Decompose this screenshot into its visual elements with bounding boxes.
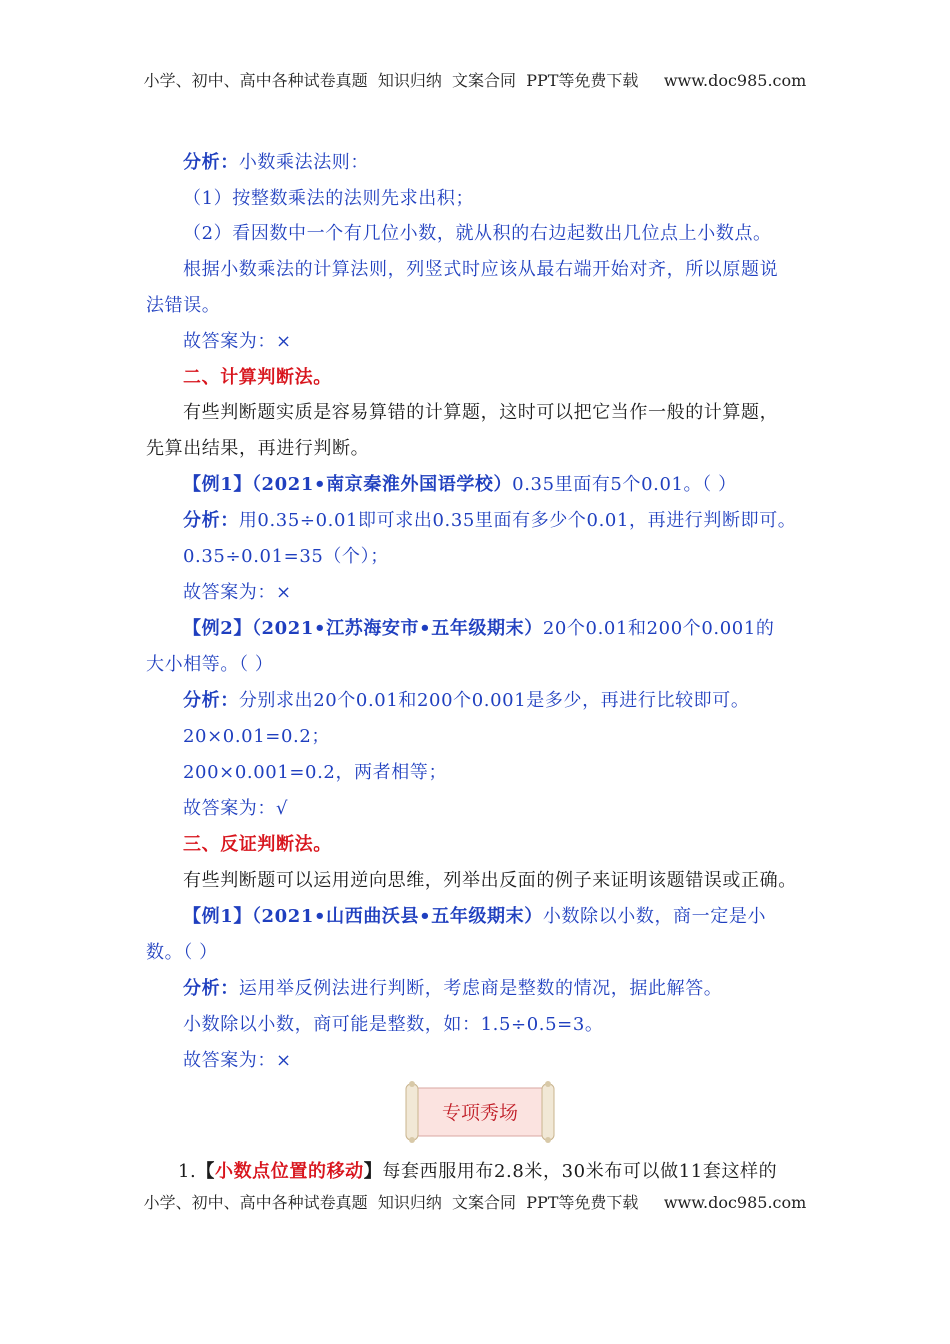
calculation-line: 小数除以小数，商可能是整数，如：1.5÷0.5=3。 [183,1014,604,1035]
page-header: 小学、初中、高中各种试卷真题 知识归纳 文案合同 PPT等免费下载 www.doc985.com [143,71,807,90]
rule-2: （2）看因数中一个有几位小数，就从积的右边起数出几位点上小数点。 [183,223,772,244]
example-line [183,902,766,928]
analysis-line [183,686,749,712]
section-title-3: 三、反证判断法。 [183,834,332,855]
example-line [183,470,737,496]
analysis-text: 用0.35÷0.01即可求出0.35里面有多少个0.01，再进行判断即可。 [238,510,797,531]
question-text: 每套西服用布2.8米，30米布可以做11套这样的 [382,1161,778,1182]
calculation-line: 0.35÷0.01=35（个）； [183,546,389,567]
conclusion-line-1: 根据小数乘法的计算法则，列竖式时应该从最右端开始对齐，所以原题说 [183,259,779,280]
tag-open: 【 [196,1161,215,1182]
answer-line: 故答案为：× [183,582,292,603]
analysis-label: 分析： [183,152,239,173]
calculation-line: 20×0.01=0.2； [183,726,330,747]
analysis-label: 分析： [183,978,239,999]
answer-line: 故答案为：× [183,1050,292,1071]
analysis-line [183,974,722,1000]
practice-question [178,1157,777,1183]
analysis-label: 分析： [183,510,239,531]
example-line [183,614,775,640]
answer-line: 故答案为：√ [183,798,289,819]
example-question: 小数除以小数，商一定是小 [542,906,767,927]
question-number: 1. [178,1161,197,1182]
analysis-text: 运用举反例法进行判断，考虑商是整数的情况，据此解答。 [238,978,723,999]
banner-title: 专项秀场 [441,1102,518,1124]
rule-1: （1）按整数乘法的法则先求出积； [183,188,475,209]
analysis-text: 分别求出20个0.01和200个0.001是多少，再进行比较即可。 [238,690,750,711]
topic-tag: 小数点位置的移动 [214,1161,364,1182]
section2-intro-1: 有些判断题实质是容易算错的计算题，这时可以把它当作一般的计算题， [183,402,779,423]
analysis-line [183,148,369,174]
example-question: 0.35里面有5个0.01。（ ） [512,474,737,495]
analysis-line [183,506,796,532]
example-label: 【例2】（2021•江苏海安市•五年级期末） [183,618,543,639]
scroll-banner [400,1080,560,1144]
analysis-text: 小数乘法法则： [238,152,370,173]
example-question-cont: 大小相等。（ ） [146,654,274,675]
conclusion-line-2: 法错误。 [146,295,221,316]
page-footer: 小学、初中、高中各种试卷真题 知识归纳 文案合同 PPT等免费下载 www.doc985.com [143,1193,807,1212]
example-label: 【例1】（2021•南京秦淮外国语学校） [183,474,513,495]
calculation-line: 200×0.001=0.2，两者相等； [183,762,448,783]
section-title-2: 二、计算判断法。 [183,367,332,388]
section2-intro-2: 先算出结果，再进行判断。 [146,438,370,459]
answer-line: 故答案为：× [183,331,292,352]
example-question-cont: 数。（ ） [146,942,218,963]
analysis-label: 分析： [183,690,239,711]
example-question: 20个0.01和200个0.001的 [542,618,775,639]
section3-intro: 有些判断题可以运用逆向思维，列举出反面的例子来证明该题错误或正确。 [183,870,797,891]
example-label: 【例1】（2021•山西曲沃县•五年级期末） [183,906,543,927]
tag-close: 】 [363,1161,383,1182]
